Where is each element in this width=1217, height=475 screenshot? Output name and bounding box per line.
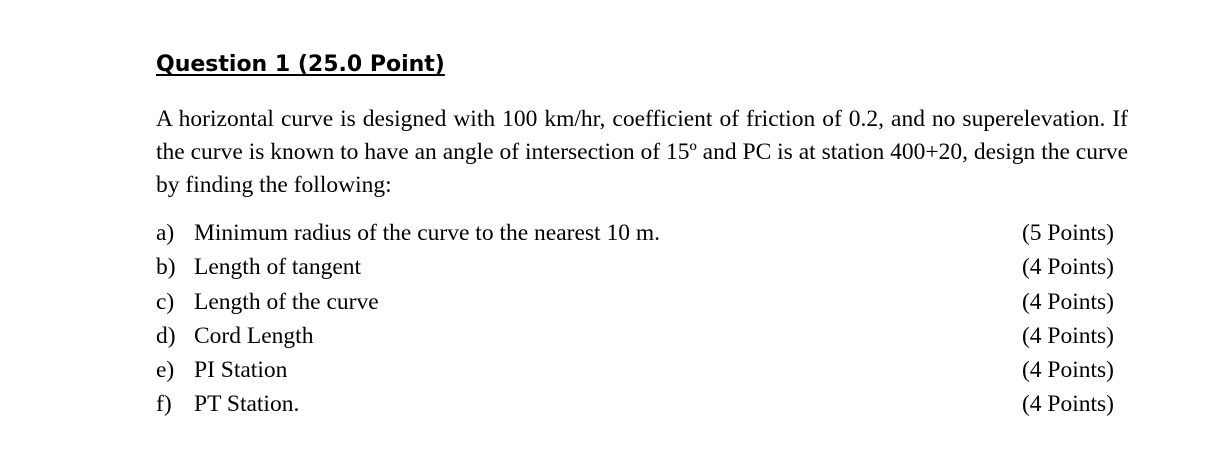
- sub-question-text: PI Station: [194, 357, 288, 384]
- sub-question-a: [156, 216, 1114, 250]
- question-paragraph: A horizontal curve is designed with 100 km/hr, coefficient of friction of 0.2, and no superelevation. If the curve is known to have an angle of intersection of 15º and PC is at station 400+20, design the curve by finding the following:: [156, 106, 1128, 198]
- sub-question-points: (4 Points): [1021, 288, 1114, 315]
- sub-question-points: (5 Points): [1021, 220, 1114, 246]
- sub-question-e: [156, 353, 1114, 387]
- sub-question-points: (4 Points): [1021, 254, 1114, 281]
- sub-question-list: [156, 216, 1114, 422]
- sub-question-points: (4 Points): [1021, 357, 1114, 384]
- sub-question-d: [156, 319, 1114, 353]
- sub-question-text: Minimum radius of the curve to the nearest 10 m.: [194, 220, 660, 246]
- sub-question-letter: b): [156, 254, 176, 281]
- sub-question-c: [156, 285, 1114, 319]
- sub-question-letter: a): [156, 220, 175, 246]
- sub-question-letter: d): [156, 322, 176, 349]
- sub-question-letter: e): [156, 357, 175, 384]
- question-title: Question 1 (25.0 Point): [156, 52, 445, 77]
- sub-question-b: [156, 250, 1114, 284]
- sub-question-text: Length of tangent: [194, 254, 362, 281]
- sub-question-letter: c): [156, 288, 175, 315]
- sub-question-text: PT Station.: [194, 391, 300, 418]
- sub-question-points: (4 Points): [1021, 391, 1114, 418]
- sub-question-points: (4 Points): [1021, 322, 1114, 349]
- sub-question-text: Length of the curve: [194, 288, 379, 315]
- sub-question-letter: f): [156, 391, 172, 418]
- sub-question-f: [156, 387, 1114, 421]
- sub-question-text: Cord Length: [194, 322, 314, 349]
